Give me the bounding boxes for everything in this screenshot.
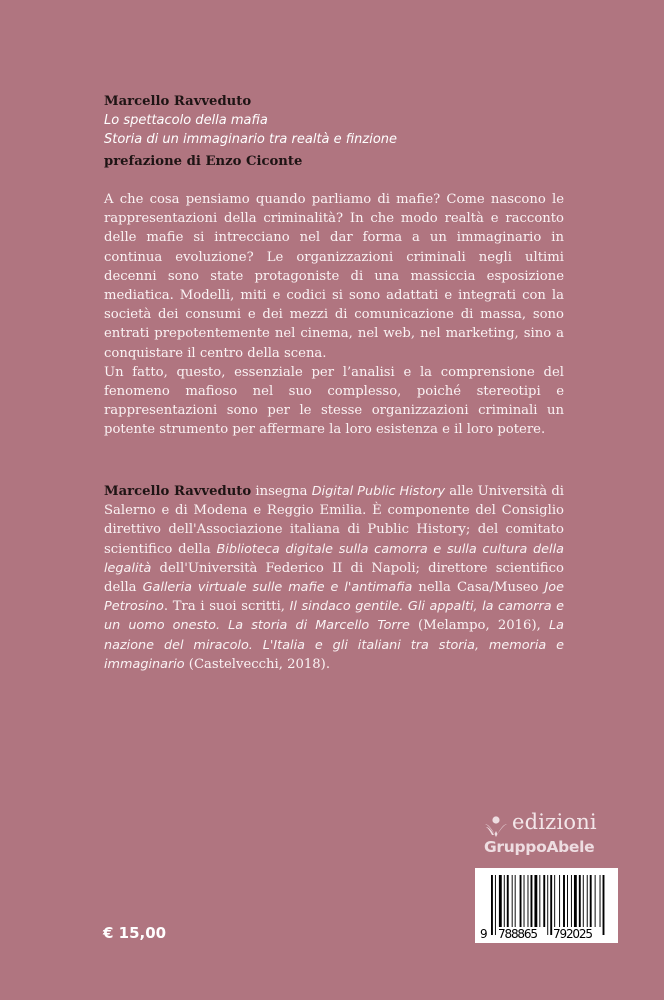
isbn-barcode (475, 868, 618, 943)
publisher-line-1: edizioni (512, 810, 597, 834)
blurb-paragraph-1: A che cosa pensiamo quando parliamo di mafie? Come nascono le rappresentazioni della criminalità? In che modo realtà e racconto delle mafie si intrecciano nel dar forma a un immaginario in continua evoluzione? Le organizzazioni criminali negli ultimi decenni sono state protagoniste di una massiccia esposizione mediatica. Modelli, miti e codici si sono adattati e integrati con la società dei consumi e dei mezzi di comunicazione di massa, sono entrati prepotentemente nel cinema, nel web, nel marketing, sino a conquistare il centro della scena. (104, 192, 564, 361)
bio-author-name: Marcello Ravveduto (104, 484, 252, 499)
barcode-group-2: 792025 (553, 927, 593, 941)
preface-credit: prefazione di Enzo Ciconte (104, 154, 303, 169)
price: € 15,00 (103, 924, 167, 942)
author-bio (104, 482, 564, 674)
barcode-first-digit: 9 (480, 927, 488, 941)
author-name: Marcello Ravveduto (104, 94, 252, 109)
bio-text: insegna Digital Public History alle Università di Salerno e di Modena e Reggio Emilia. È componente del Consiglio direttivo dell'Associazione italiana di Public History; del comitato scientifico della Biblioteca digitale sulla camorra e sulla cultura della legalità dell'Università Federico II di Napoli; direttore scientifico della Galleria virtuale sulle mafie e l'antimafia nella Casa/Museo Joe Petrosino. Tra i suoi scritti, Il sindaco gentile. Gli appalti, la camorra e un uomo onesto. La storia di Marcello Torre (Melampo, 2016), La nazione del miracolo. L'Italia e gli italiani tra storia, memoria e immaginario (Castelvecchi, 2018). (104, 484, 564, 672)
book-subtitle: Storia di un immaginario tra realtà e finzione (104, 132, 398, 147)
barcode-graphic (475, 868, 618, 943)
person-figure-icon (484, 816, 508, 838)
book-header (104, 92, 564, 171)
book-title: Lo spettacolo della mafia (104, 113, 268, 128)
blurb-paragraph-2: Un fatto, questo, essenziale per l’analisi e la comprensione del fenomeno mafioso nel suo complesso, poiché stereotipi e rappresentazioni sono per le stesse organizzazioni criminali un potente strumento per affermare la loro esistenza e il loro potere. (104, 364, 564, 438)
blurb (104, 190, 564, 440)
publisher-logo (484, 810, 624, 862)
publisher-line-2: GruppoAbele (484, 838, 595, 856)
barcode-group-1: 788865 (498, 927, 538, 941)
